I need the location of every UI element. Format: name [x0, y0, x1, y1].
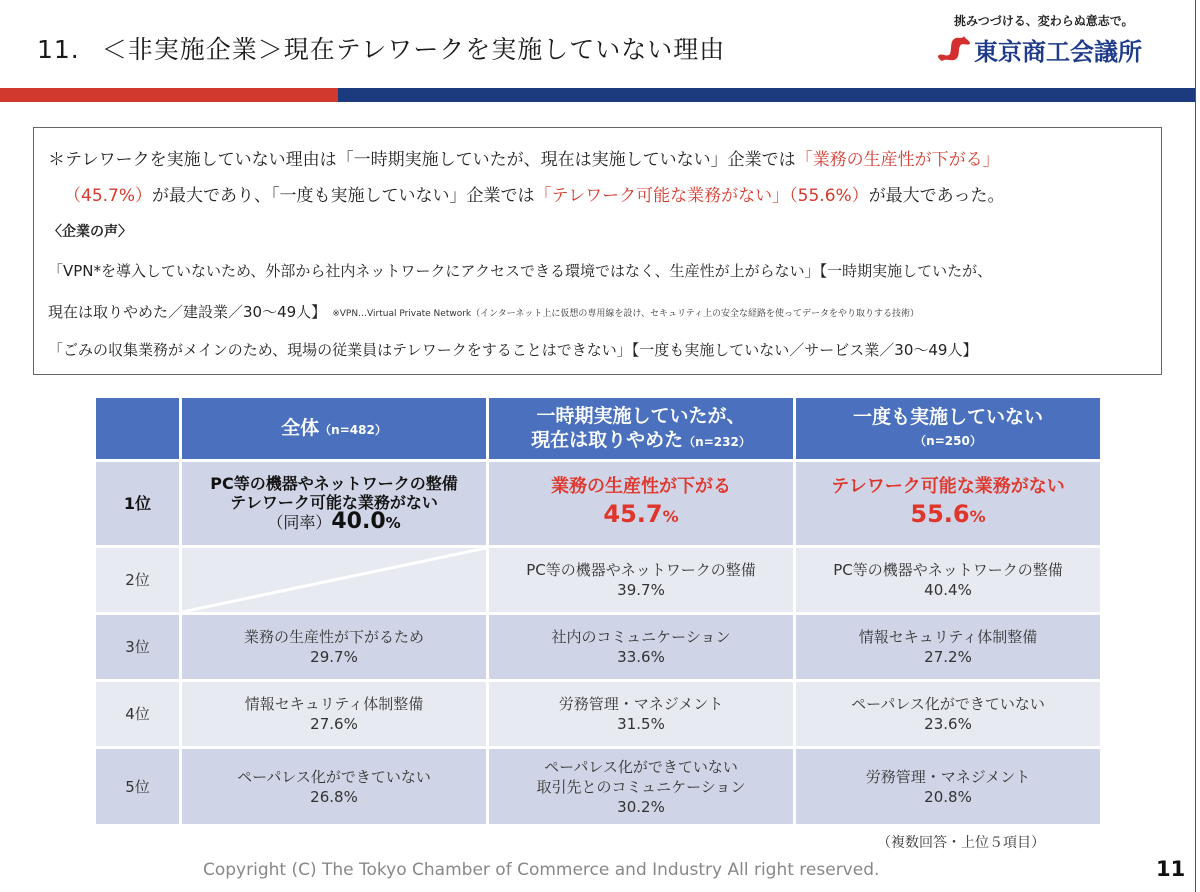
item-label: テレワーク可能な業務がない	[831, 476, 1065, 497]
header-rank-blank	[95, 397, 181, 461]
header-sample-size: （n=232）	[683, 434, 751, 449]
item-label: ペーパレス化ができていない	[237, 767, 431, 786]
item-percent: 40.4%	[924, 581, 972, 599]
cell-stopped	[488, 547, 795, 614]
organization-logo	[936, 12, 1166, 72]
item-percent	[331, 509, 400, 534]
tie-label: （同率）	[267, 513, 332, 532]
summary-box	[33, 127, 1162, 375]
page-number: 11	[1156, 857, 1186, 881]
summary-highlight: （45.7%）	[64, 186, 153, 206]
summary-line-2	[64, 181, 1005, 206]
summary-line-1	[48, 145, 1000, 170]
rank-cell	[95, 461, 181, 547]
rank-cell: 2位	[95, 547, 181, 614]
item-label: 労務管理・マネジメント	[865, 767, 1031, 786]
cell-never	[795, 748, 1102, 826]
table-header-row	[95, 397, 1102, 461]
item-label: 取引先とのコミュニケーション	[536, 777, 746, 796]
ranking-table	[93, 395, 1103, 827]
header-accent-bar-red	[0, 88, 338, 102]
cell-never	[795, 461, 1102, 547]
cell-never	[795, 681, 1102, 748]
header-accent-bar-blue	[338, 88, 1195, 102]
item-percent	[796, 499, 1100, 532]
rank-cell: 4位	[95, 681, 181, 748]
item-label: ペーパレス化ができていない	[544, 757, 738, 776]
item-percent	[489, 499, 793, 532]
header-sample-size: （n=250）	[914, 433, 982, 448]
item-label: PC等の機器やネットワークの整備	[210, 474, 458, 493]
table-row	[95, 748, 1102, 826]
slide-edge-line	[1195, 0, 1196, 892]
page-title	[37, 30, 725, 66]
item-label: テレワーク可能な業務がない	[230, 493, 438, 512]
item-percent: 30.2%	[617, 797, 665, 816]
voice-attribution: 現在は取りやめた／建設業／30〜49人】	[48, 303, 327, 321]
table-row	[95, 461, 1102, 547]
slide-number: 11.	[37, 35, 80, 64]
cell-stopped	[488, 614, 795, 681]
table-row	[95, 681, 1102, 748]
item-label: ペーパレス化ができていない	[851, 695, 1045, 713]
percent-unit: %	[662, 507, 679, 526]
header-label: 一時期実施していたが、	[536, 404, 746, 427]
title-text: ＜非実施企業＞現在テレワークを実施していない理由	[101, 35, 726, 64]
item-label: 業務の生産性が下がる	[551, 476, 731, 497]
voice-quote-1-cont	[48, 301, 919, 322]
header-sample-size: （n=482）	[319, 422, 387, 437]
header-label: 一度も実施していない	[852, 405, 1043, 428]
summary-highlight: 「テレワーク可能な業務がない」（55.6%）	[534, 186, 869, 206]
item-label: PC等の機器やネットワークの整備	[833, 561, 1063, 579]
voice-quote-1: 「VPN*を導入していないため、外部から社内ネットワークにアクセスできる環境ではなく、生産性が上がらない」【一時期実施していたが、	[48, 262, 993, 280]
percent-value: 40.0	[331, 509, 386, 534]
cell-all	[181, 614, 488, 681]
item-percent: 33.6%	[617, 648, 665, 666]
header-stopped	[488, 397, 795, 461]
percent-unit: %	[969, 507, 986, 526]
item-percent: 31.5%	[617, 715, 665, 733]
voices-heading: 〈企業の声〉	[48, 224, 132, 240]
logo-tagline: 挑みつづける、変わらぬ意志で。	[954, 14, 1134, 28]
item-percent: 23.6%	[924, 715, 972, 733]
cell-all	[181, 461, 488, 547]
table-row	[95, 547, 1102, 614]
item-label: 業務の生産性が下がるため	[243, 628, 424, 646]
header-all	[181, 397, 488, 461]
diagonal-slash-icon	[182, 548, 486, 612]
item-percent: 27.6%	[310, 715, 358, 733]
cell-never	[795, 547, 1102, 614]
summary-text: が最大であった。	[868, 186, 1005, 206]
vpn-footnote: ※VPN…Virtual Private Network（インターネット上に仮想の専用線を設け、セキュリティ上の安全な経路を使ってデータをやり取りする技術）	[332, 309, 920, 319]
item-label: 情報セキュリティ体制整備	[858, 628, 1038, 646]
header-label: 現在は取りやめた	[531, 428, 684, 451]
copyright-text: Copyright (C) The Tokyo Chamber of Commerce and Industry All right reserved.	[203, 860, 880, 880]
item-label: 労務管理・マネジメント	[558, 695, 724, 713]
cell-stopped	[488, 461, 795, 547]
item-percent: 39.7%	[617, 581, 665, 599]
rank-cell: 3位	[95, 614, 181, 681]
summary-text: が最大であり、「一度も実施していない」企業では	[152, 186, 535, 206]
table-footnote: （複数回答・上位５項目）	[877, 835, 1045, 851]
summary-text: ＊テレワークを実施していない理由は「一時期実施していたが、現在は実施していない」企業では	[48, 150, 796, 170]
cell-all	[181, 681, 488, 748]
item-percent: 29.7%	[310, 648, 358, 666]
item-label: PC等の機器やネットワークの整備	[526, 561, 756, 579]
rank-cell: 5位	[95, 748, 181, 826]
cell-stopped	[488, 681, 795, 748]
percent-value: 45.7	[603, 500, 663, 528]
cell-all-empty	[181, 547, 488, 614]
item-percent: 20.8%	[924, 787, 972, 806]
percent-unit: %	[385, 514, 401, 532]
voice-quote-2: 「ごみの収集業務がメインのため、現場の従業員はテレワークをすることはできない」【一度も実施していない／サービス業／30〜49人】	[48, 341, 978, 359]
logo-name: 東京商工会議所	[974, 38, 1142, 66]
cell-all	[181, 748, 488, 826]
cell-stopped	[488, 748, 795, 826]
summary-highlight: 「業務の生産性が下がる」	[795, 150, 1000, 170]
table-row	[95, 614, 1102, 681]
header-never	[795, 397, 1102, 461]
logo-mark-icon	[936, 34, 972, 62]
item-percent: 27.2%	[924, 648, 972, 666]
header-label: 全体	[281, 416, 320, 439]
item-label: 社内のコミュニケーション	[551, 628, 731, 646]
cell-never	[795, 614, 1102, 681]
item-percent: 26.8%	[310, 787, 358, 806]
item-label: 情報セキュリティ体制整備	[244, 695, 424, 713]
rank-label: 1位	[123, 493, 152, 513]
percent-value: 55.6	[910, 500, 970, 528]
